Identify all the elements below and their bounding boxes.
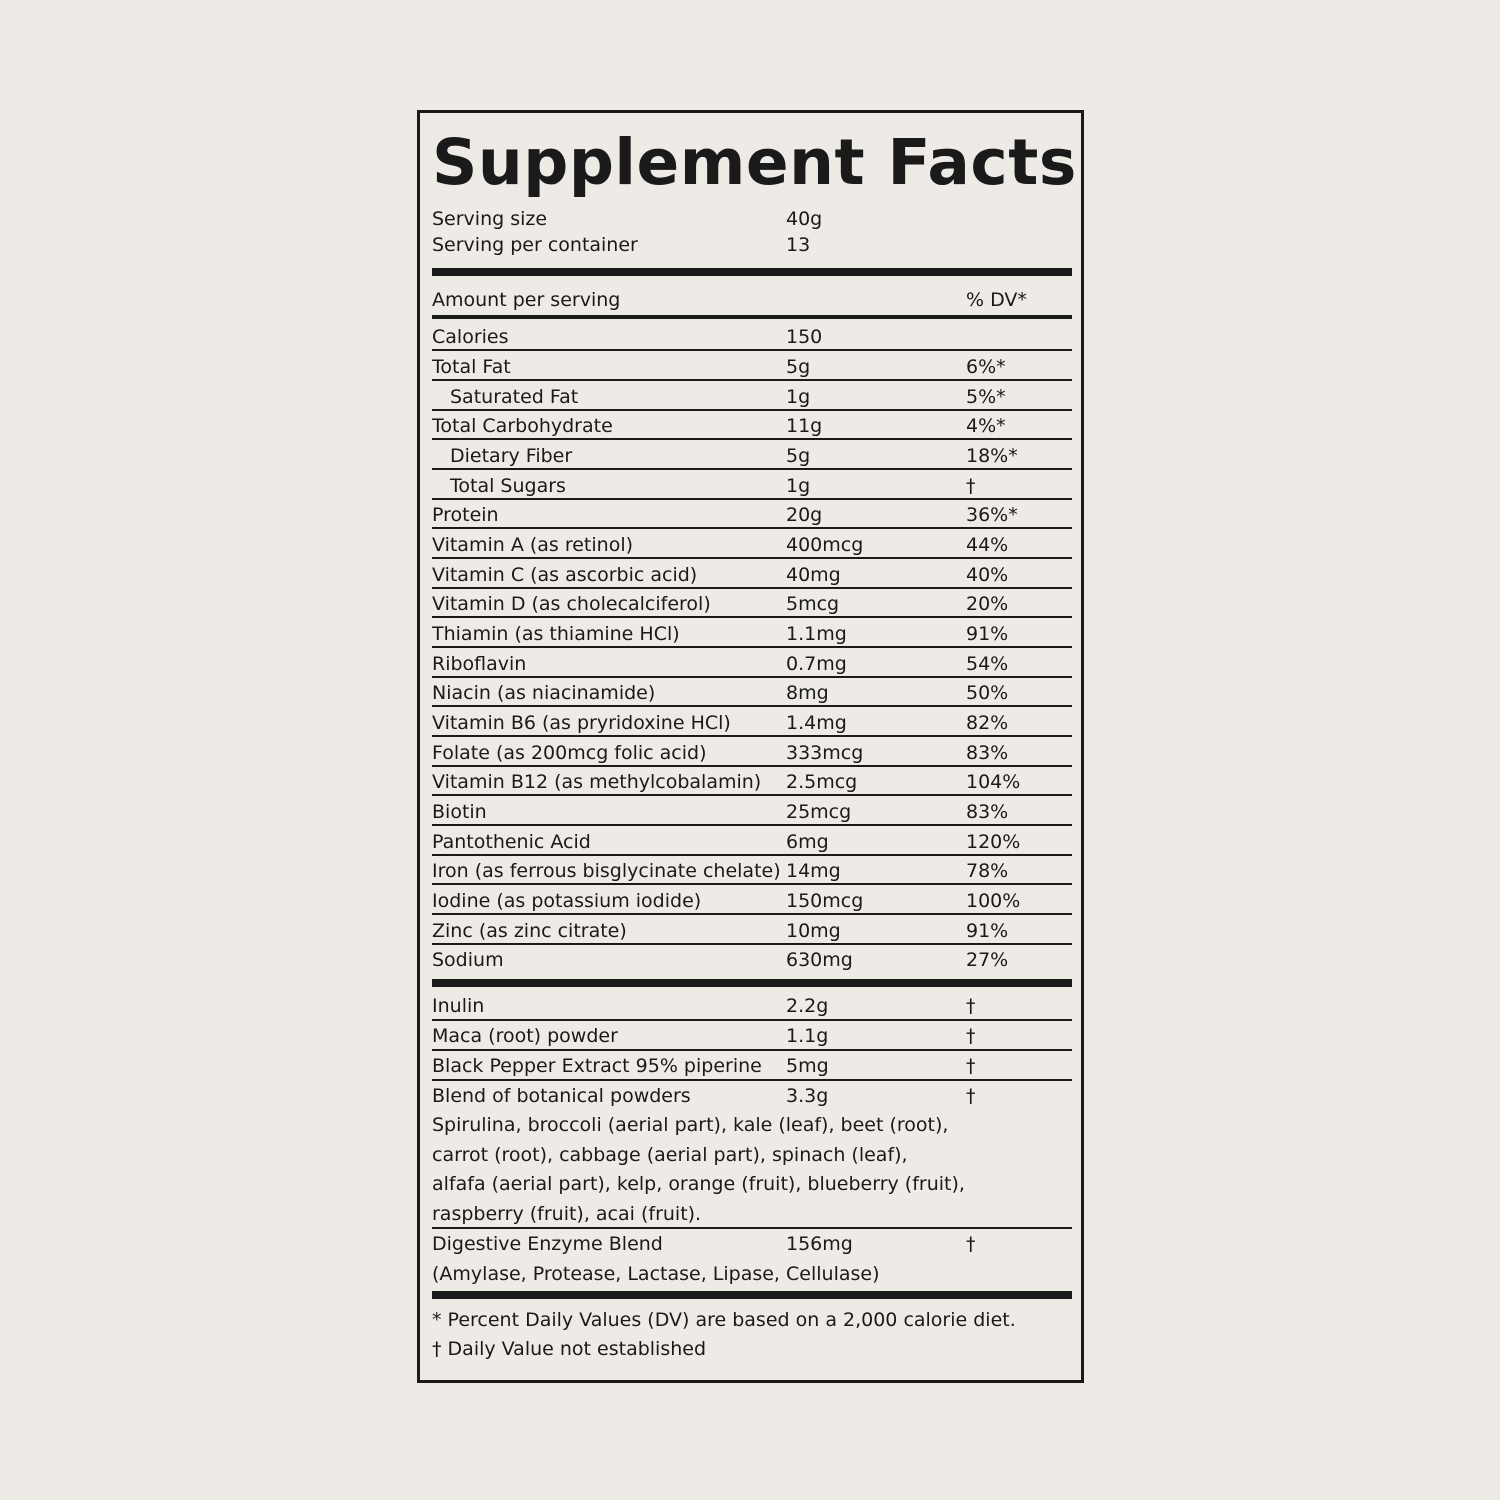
- row-divider: [432, 409, 1072, 411]
- ingredient-dv: †: [966, 1085, 976, 1107]
- nutrient-amount: 150: [786, 326, 823, 348]
- row-divider: [432, 379, 1072, 381]
- row-divider: [432, 1019, 1072, 1021]
- nutrient-amount: 1g: [786, 475, 811, 497]
- nutrient-name: Folate (as 200mcg folic acid): [432, 742, 707, 764]
- nutrient-name: Calories: [432, 326, 509, 348]
- nutrient-name: Zinc (as zinc citrate): [432, 920, 627, 942]
- row-divider: [432, 587, 1072, 589]
- serving-size-value: 40g: [786, 208, 823, 230]
- daily-value-header: % DV*: [966, 289, 1027, 311]
- thick-divider: [432, 1291, 1072, 1299]
- nutrient-amount: 1.1mg: [786, 623, 847, 645]
- botanical-blend-contents: [432, 1111, 1072, 1229]
- nutrient-name: Vitamin C (as ascorbic acid): [432, 564, 698, 586]
- ingredient-amount: 3.3g: [786, 1085, 829, 1107]
- ingredient-amount: 156mg: [786, 1233, 853, 1255]
- servings-per-container-value: 13: [786, 234, 811, 256]
- supplement-facts-panel: [417, 110, 1084, 1383]
- nutrient-dv: 83%: [966, 801, 1009, 823]
- nutrient-name: Pantothenic Acid: [432, 831, 591, 853]
- nutrient-name: Saturated Fat: [450, 386, 579, 408]
- ingredient-amount: 5mg: [786, 1055, 829, 1077]
- nutrient-amount: 40mg: [786, 564, 841, 586]
- nutrient-name: Iodine (as potassium iodide): [432, 890, 702, 912]
- ingredient-amount: 2.2g: [786, 995, 829, 1017]
- nutrient-name: Biotin: [432, 801, 487, 823]
- nutrient-dv: 36%*: [966, 504, 1018, 526]
- ingredient-dv: †: [966, 1055, 976, 1077]
- nutrient-amount: 1g: [786, 386, 811, 408]
- nutrient-amount: 0.7mg: [786, 653, 847, 675]
- row-divider: [432, 824, 1072, 826]
- row-divider: [432, 735, 1072, 737]
- nutrient-dv: 5%*: [966, 386, 1006, 408]
- nutrient-amount: 10mg: [786, 920, 841, 942]
- row-divider: [432, 1227, 1072, 1229]
- row-divider: [432, 765, 1072, 767]
- ingredient-amount: 1.1g: [786, 1025, 829, 1047]
- nutrient-name: Vitamin B6 (as pryridoxine HCl): [432, 712, 731, 734]
- botanical-line: raspberry (fruit), acai (fruit).: [432, 1202, 702, 1225]
- nutrient-amount: 400mcg: [786, 534, 864, 556]
- ingredient-name: Digestive Enzyme Blend: [432, 1233, 663, 1255]
- nutrient-dv: 91%: [966, 623, 1009, 645]
- nutrient-dv: 44%: [966, 534, 1009, 556]
- row-divider: [432, 468, 1072, 470]
- nutrient-dv: 100%: [966, 890, 1021, 912]
- nutrient-amount: 6mg: [786, 831, 829, 853]
- nutrient-amount: 5g: [786, 445, 811, 467]
- row-divider: [432, 498, 1072, 500]
- ingredient-name: Maca (root) powder: [432, 1025, 618, 1047]
- serving-size-label: Serving size: [432, 208, 548, 230]
- nutrient-name: Protein: [432, 504, 499, 526]
- nutrient-dv: 78%: [966, 860, 1009, 882]
- nutrient-name: Vitamin A (as retinol): [432, 534, 634, 556]
- row-divider: [432, 557, 1072, 559]
- amount-per-serving-label: Amount per serving: [432, 289, 621, 311]
- nutrient-name: Total Fat: [432, 356, 511, 378]
- row-divider: [432, 854, 1072, 856]
- nutrient-amount: 5g: [786, 356, 811, 378]
- nutrient-name: Thiamin (as thiamine HCl): [432, 623, 680, 645]
- nutrient-dv: 40%: [966, 564, 1009, 586]
- nutrient-dv: 20%: [966, 593, 1009, 615]
- enzyme-detail: (Amylase, Protease, Lactase, Lipase, Cellulase): [432, 1263, 880, 1285]
- nutrient-name: Vitamin B12 (as methylcobalamin): [432, 771, 762, 793]
- servings-per-container-label: Serving per container: [432, 234, 638, 256]
- botanical-line: Spirulina, broccoli (aerial part), kale (leaf), beet (root),: [432, 1114, 949, 1136]
- nutrient-dv: 4%*: [966, 415, 1006, 437]
- nutrient-amount: 1.4mg: [786, 712, 847, 734]
- row-divider: [432, 1079, 1072, 1081]
- ingredient-dv: †: [966, 1233, 976, 1255]
- nutrient-name: Riboflavin: [432, 653, 527, 675]
- nutrient-dv: 54%: [966, 653, 1009, 675]
- nutrient-name: Total Sugars: [450, 475, 566, 497]
- ingredient-name: Inulin: [432, 995, 485, 1017]
- row-divider: [432, 438, 1072, 440]
- ingredient-dv: †: [966, 995, 976, 1017]
- ingredient-name: Blend of botanical powders: [432, 1085, 691, 1107]
- thick-divider: [432, 268, 1072, 276]
- row-divider: [432, 883, 1072, 885]
- ingredient-dv: †: [966, 1025, 976, 1047]
- nutrient-amount: 333mcg: [786, 742, 864, 764]
- footnote-text: † Daily Value not established: [432, 1338, 707, 1360]
- row-divider: [432, 616, 1072, 618]
- nutrient-dv: 91%: [966, 920, 1009, 942]
- nutrient-name: Niacin (as niacinamide): [432, 682, 656, 704]
- nutrient-amount: 14mg: [786, 860, 841, 882]
- ingredient-name: Black Pepper Extract 95% piperine: [432, 1055, 762, 1077]
- nutrient-amount: 5mcg: [786, 593, 840, 615]
- nutrient-dv: 120%: [966, 831, 1021, 853]
- nutrient-name: Total Carbohydrate: [432, 415, 613, 437]
- nutrient-dv: 18%*: [966, 445, 1018, 467]
- row-divider: [432, 913, 1072, 915]
- nutrient-name: Iron (as ferrous bisglycinate chelate): [432, 860, 781, 882]
- row-divider: [432, 349, 1072, 351]
- nutrient-amount: 11g: [786, 415, 823, 437]
- nutrient-name: Dietary Fiber: [450, 445, 573, 467]
- row-divider: [432, 676, 1072, 678]
- row-divider: [432, 1049, 1072, 1051]
- nutrient-dv: 83%: [966, 742, 1009, 764]
- medium-divider: [432, 315, 1072, 319]
- panel-title: Supplement Facts: [432, 126, 1077, 199]
- nutrient-amount: 25mcg: [786, 801, 852, 823]
- nutrient-dv: †: [966, 475, 976, 497]
- row-divider: [432, 943, 1072, 945]
- thick-divider: [432, 979, 1072, 987]
- nutrient-dv: 82%: [966, 712, 1009, 734]
- nutrient-dv: 50%: [966, 682, 1009, 704]
- nutrient-dv: 6%*: [966, 356, 1006, 378]
- nutrient-name: Vitamin D (as cholecalciferol): [432, 593, 711, 615]
- nutrient-dv: 104%: [966, 771, 1021, 793]
- nutrient-amount: 630mg: [786, 949, 853, 971]
- nutrient-amount: 2.5mcg: [786, 771, 858, 793]
- nutrient-amount: 20g: [786, 504, 823, 526]
- nutrient-amount: 8mg: [786, 682, 829, 704]
- nutrient-dv: 27%: [966, 949, 1009, 971]
- nutrient-amount: 150mcg: [786, 890, 864, 912]
- botanical-line: alfafa (aerial part), kelp, orange (fruit), blueberry (fruit),: [432, 1173, 965, 1196]
- nutrient-name: Sodium: [432, 949, 504, 971]
- footnote-text: * Percent Daily Values (DV) are based on a 2,000 calorie diet.: [432, 1309, 1016, 1331]
- row-divider: [432, 794, 1072, 796]
- row-divider: [432, 705, 1072, 707]
- row-divider: [432, 646, 1072, 648]
- botanical-line: carrot (root), cabbage (aerial part), spinach (leaf),: [432, 1143, 908, 1166]
- row-divider: [432, 527, 1072, 529]
